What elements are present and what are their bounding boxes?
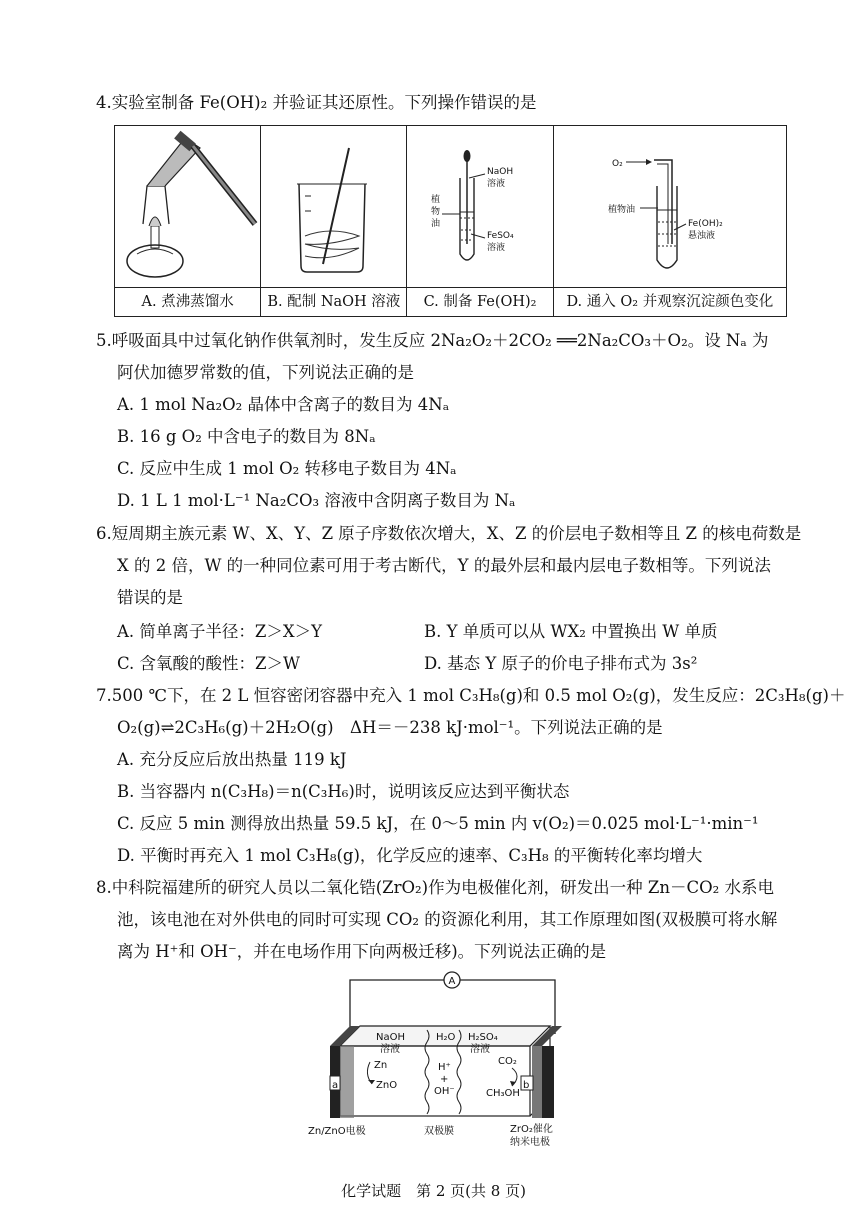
q6-stem-1: 6.短周期主族元素 W、X、Y、Z 原子序数依次增大，X、Z 的价层电子数相等且 Z 的核电荷数是 <box>96 524 802 543</box>
q5-option-a: A. 1 mol Na₂O₂ 晶体中含离子的数目为 4Nₐ <box>117 395 450 414</box>
test-tube-feso4-illustration <box>407 126 544 287</box>
diagram-h2so4: H₂SO₄ <box>468 1032 498 1043</box>
electrode-b-label: b <box>523 1080 530 1091</box>
q6-stem-3: 错误的是 <box>117 588 183 607</box>
q6-option-b: B. Y 单质可以从 WX₂ 中置换出 W 单质 <box>424 622 718 641</box>
q4-cell-c <box>407 126 553 316</box>
diagram-zno: ZnO <box>376 1080 398 1091</box>
diagram-naoh: NaOH <box>376 1032 405 1043</box>
diagram-plus: + <box>440 1074 449 1085</box>
q5-stem-2: 阿伏加德罗常数的值，下列说法正确的是 <box>117 363 414 382</box>
q4-caption-a: A. 煮沸蒸馏水 <box>141 294 234 310</box>
q8-stem-1: 8.中科院福建所的研究人员以二氧化锆(ZrO₂)作为电极催化剂，研发出一种 Zn－CO₂ 水系电 <box>96 878 774 897</box>
q7-stem-1: 7.500 ℃下，在 2 L 恒容密闭容器中充入 1 mol C₃H₈(g)和 0.5 mol O₂(g)，发生反应：2C₃H₈(g)＋ <box>96 686 846 705</box>
diagram-ch3oh: CH₃OH <box>486 1088 520 1099</box>
q4-caption-d: D. 通入 O₂ 并观察沉淀颜色变化 <box>566 294 774 310</box>
diagram-left-electrode: Zn/ZnO电极 <box>308 1126 366 1137</box>
d-label-o2: O₂ <box>611 159 623 169</box>
beaker-illustration <box>261 126 398 287</box>
diagram-right-electrode-1: ZrO₂催化 <box>510 1124 553 1135</box>
c-label-naoh: NaOH <box>487 167 514 177</box>
diagram-naoh-2: 溶液 <box>380 1044 400 1055</box>
o2-test-tube-illustration <box>554 126 798 287</box>
q4-stem: 4.实验室制备 Fe(OH)₂ 并验证其还原性。下列操作错误的是 <box>96 93 537 112</box>
d-label-feoh-2: 悬浊液 <box>687 231 715 241</box>
q6-option-a: A. 简单离子半径：Z＞X＞Y <box>117 622 323 641</box>
q7-option-a: A. 充分反应后放出热量 119 kJ <box>117 750 347 769</box>
q5-stem-1: 5.呼吸面具中过氧化钠作供氧剂时，发生反应 2Na₂O₂＋2CO₂ ══2Na₂CO₃＋O₂。设 Nₐ 为 <box>96 331 769 350</box>
diagram-membrane: 双极膜 <box>424 1126 454 1137</box>
q6-option-d: D. 基态 Y 原子的价电子排布式为 3s² <box>424 654 698 673</box>
diagram-right-electrode-2: 纳米电极 <box>510 1137 550 1148</box>
diagram-h2so4-2: 溶液 <box>470 1044 490 1055</box>
c-label-oil-1: 植 <box>431 195 441 205</box>
diagram-oh-ion: OH⁻ <box>434 1086 455 1097</box>
d-label-oil: 植物油 <box>607 205 635 215</box>
d-label-feoh: Fe(OH)₂ <box>687 219 723 229</box>
diagram-co2: CO₂ <box>498 1056 517 1067</box>
q4-caption-b: B. 配制 NaOH 溶液 <box>267 294 401 310</box>
c-label-feso4-2: 溶液 <box>487 243 506 253</box>
c-label-feso4: FeSO₄ <box>487 231 515 241</box>
q6-stem-2: X 的 2 倍，W 的一种同位素可用于考古断代，Y 的最外层和最内层电子数相等。下列说法 <box>117 556 771 575</box>
diagram-zn: Zn <box>374 1060 388 1071</box>
ammeter-label: A <box>448 976 456 987</box>
page-footer: 化学试题 第 2 页(共 8 页) <box>341 1182 526 1200</box>
q4-apparatus-table <box>114 125 787 317</box>
q7-stem-2: O₂(g)⇌2C₃H₆(g)＋2H₂O(g) ΔH＝－238 kJ·mol⁻¹。下列说法正确的是 <box>117 718 663 737</box>
q5-option-b: B. 16 g O₂ 中含电子的数目为 8Nₐ <box>117 427 376 446</box>
c-label-oil-3: 油 <box>431 219 441 229</box>
diagram-h-ion: H⁺ <box>438 1062 451 1073</box>
q4-cell-d <box>554 126 786 316</box>
q4-cell-b <box>261 126 407 316</box>
q7-option-d: D. 平衡时再充入 1 mol C₃H₈(g)，化学反应的速率、C₃H₈ 的平衡转化率均增大 <box>117 846 703 865</box>
battery-diagram <box>300 970 590 1150</box>
c-label-naoh-2: 溶液 <box>487 179 506 189</box>
q4-caption-c: C. 制备 Fe(OH)₂ <box>423 294 537 310</box>
c-label-oil-2: 物 <box>431 207 441 217</box>
q6-option-c: C. 含氧酸的酸性：Z＞W <box>117 654 300 673</box>
q8-stem-2: 池，该电池在对外供电的同时可实现 CO₂ 的资源化利用，其工作原理如图(双极膜可将水解 <box>117 910 778 929</box>
q7-option-c: C. 反应 5 min 测得放出热量 59.5 kJ，在 0～5 min 内 v(O₂)＝0.025 mol·L⁻¹·min⁻¹ <box>117 814 759 833</box>
electrode-a-label: a <box>332 1080 339 1091</box>
q8-stem-3: 离为 H⁺和 OH⁻，并在电场作用下向两极迁移)。下列说法正确的是 <box>117 942 607 961</box>
boiling-flask-illustration <box>115 126 266 287</box>
q5-option-d: D. 1 L 1 mol·L⁻¹ Na₂CO₃ 溶液中含阴离子数目为 Nₐ <box>117 491 516 510</box>
diagram-h2o: H₂O <box>436 1032 456 1043</box>
q4-cell-a <box>115 126 261 316</box>
q5-option-c: C. 反应中生成 1 mol O₂ 转移电子数目为 4Nₐ <box>117 459 457 478</box>
q7-option-b: B. 当容器内 n(C₃H₈)＝n(C₃H₆)时，说明该反应达到平衡状态 <box>117 782 570 801</box>
